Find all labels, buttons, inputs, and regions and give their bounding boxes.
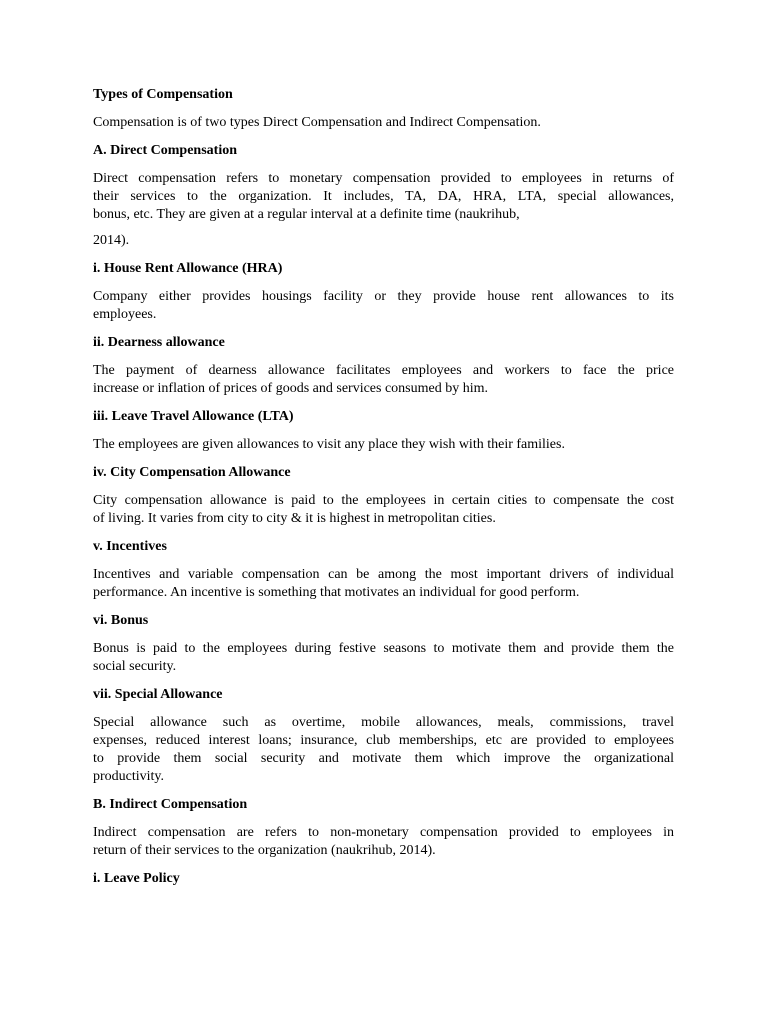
paragraph-line: their services to the organization. It includes, TA, DA, HRA, LTA, special allowances, xyxy=(93,189,674,204)
document-page xyxy=(93,86,674,898)
document-title: Types of Compensation xyxy=(93,87,233,102)
paragraph-line: Indirect compensation are refers to non-monetary compensation provided to employees in xyxy=(93,825,674,840)
paragraph-line: expenses, reduced interest loans; insurance, club memberships, etc are provided to employees xyxy=(93,733,674,748)
paragraph-line: The employees are given allowances to visit any place they wish with their families. xyxy=(93,437,565,452)
hra-heading: i. House Rent Allowance (HRA) xyxy=(93,261,283,276)
paragraph-line: Special allowance such as overtime, mobile allowances, meals, commissions, travel xyxy=(93,715,674,730)
intro-paragraph: Compensation is of two types Direct Compensation and Indirect Compensation. xyxy=(93,115,541,130)
special-allowance-paragraph xyxy=(93,714,674,786)
paragraph-line: of living. It varies from city to city & it is highest in metropolitan cities. xyxy=(93,511,496,526)
dearness-paragraph xyxy=(93,362,674,398)
leave-policy-heading: i. Leave Policy xyxy=(93,871,180,886)
lta-heading: iii. Leave Travel Allowance (LTA) xyxy=(93,409,294,424)
paragraph-line: employees. xyxy=(93,307,157,322)
paragraph-line: performance. An incentive is something that motivates an individual for good perform. xyxy=(93,585,580,600)
indirect-compensation-heading: B. Indirect Compensation xyxy=(93,797,248,812)
paragraph-line: City compensation allowance is paid to the employees in certain cities to compensate the cost xyxy=(93,493,674,508)
paragraph-line: Company either provides housings facility or they provide house rent allowances to its xyxy=(93,289,674,304)
hra-paragraph xyxy=(93,288,674,324)
paragraph-line: bonus, etc. They are given at a regular interval at a definite time (naukrihub, xyxy=(93,207,520,222)
lta-paragraph xyxy=(93,436,674,454)
paragraph-line: to provide them social security and motivate them which improve the organizational xyxy=(93,751,674,766)
paragraph-line: productivity. xyxy=(93,769,165,784)
direct-compensation-paragraph xyxy=(93,170,674,224)
bonus-heading: vi. Bonus xyxy=(93,613,149,628)
direct-compensation-year: 2014). xyxy=(93,233,130,248)
dearness-heading: ii. Dearness allowance xyxy=(93,335,225,350)
paragraph-line: return of their services to the organization (naukrihub, 2014). xyxy=(93,843,436,858)
paragraph-line: Incentives and variable compensation can be among the most important drivers of individual xyxy=(93,567,674,582)
incentives-paragraph xyxy=(93,566,674,602)
paragraph-line: The payment of dearness allowance facilitates employees and workers to face the price xyxy=(93,363,674,378)
paragraph-line: Bonus is paid to the employees during festive seasons to motivate them and provide them the xyxy=(93,641,674,656)
paragraph-line: increase or inflation of prices of goods and services consumed by him. xyxy=(93,381,489,396)
paragraph-line: Direct compensation refers to monetary compensation provided to employees in returns of xyxy=(93,171,674,186)
direct-compensation-heading: A. Direct Compensation xyxy=(93,143,238,158)
incentives-heading: v. Incentives xyxy=(93,539,167,554)
city-allowance-paragraph xyxy=(93,492,674,528)
bonus-paragraph xyxy=(93,640,674,676)
special-allowance-heading: vii. Special Allowance xyxy=(93,687,223,702)
paragraph-line: social security. xyxy=(93,659,177,674)
indirect-compensation-paragraph xyxy=(93,824,674,860)
city-allowance-heading: iv. City Compensation Allowance xyxy=(93,465,291,480)
